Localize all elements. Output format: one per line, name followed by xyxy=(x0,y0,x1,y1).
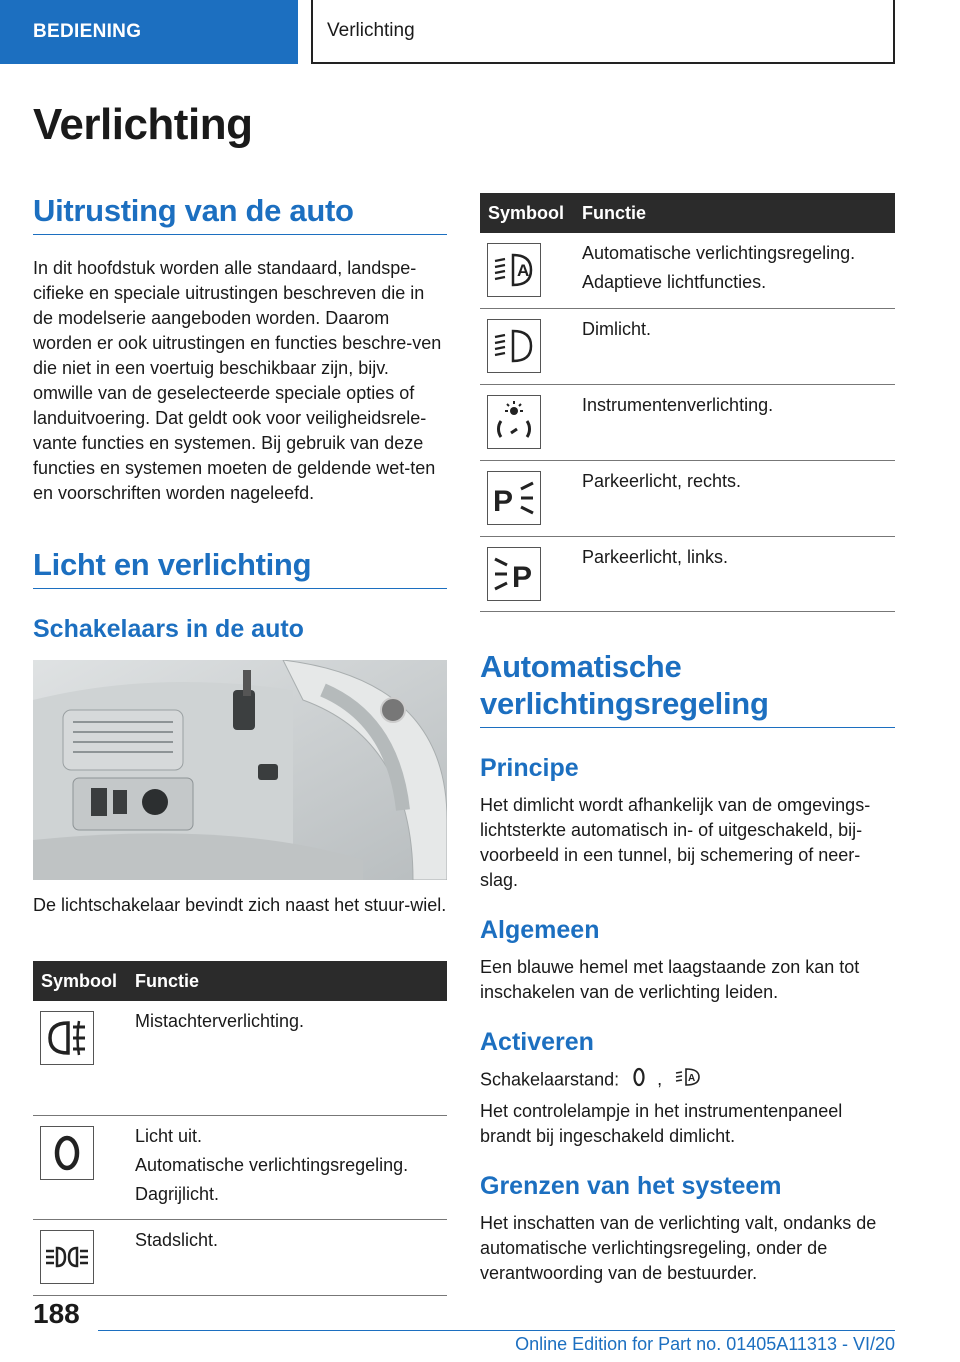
auto-headlight-icon xyxy=(487,243,541,297)
symbol-table-left xyxy=(33,961,447,1296)
function-text: Dimlicht. xyxy=(582,318,652,339)
heading-auto-lighting: Automatische verlichtingsregeling xyxy=(480,649,769,722)
light-off-icon xyxy=(40,1126,94,1180)
svg-text:P: P xyxy=(512,560,533,594)
function-text: Stadslicht. xyxy=(135,1229,219,1250)
function-text: Parkeerlicht, rechts. xyxy=(582,470,742,491)
heading-activate: Activeren xyxy=(480,1028,594,1056)
function-text: Mistachterverlichting. xyxy=(135,1011,305,1031)
heading-limits: Grenzen van het systeem xyxy=(480,1172,782,1200)
svg-text:A: A xyxy=(688,1073,696,1084)
svg-text:A: A xyxy=(517,261,530,280)
table-row xyxy=(33,1001,447,1115)
heading-lights: Licht en verlichting xyxy=(33,547,312,582)
low-beam-icon xyxy=(487,319,541,373)
auto-headlight-icon xyxy=(675,1066,701,1095)
instrument-lighting-icon xyxy=(487,395,541,449)
table-row xyxy=(480,384,895,460)
activate-separator: , xyxy=(657,1069,663,1090)
heading-rule xyxy=(33,588,447,589)
heading-rule xyxy=(480,727,895,728)
function-text: Licht uit. xyxy=(135,1125,203,1146)
heading-general: Algemeen xyxy=(480,916,600,944)
activate-line xyxy=(480,1066,895,1095)
heading-switches: Schakelaars in de auto xyxy=(33,615,304,643)
page-number: 188 xyxy=(33,1298,80,1329)
edition-note: Online Edition for Part no. 01405A11313 - VI/20 xyxy=(515,1334,895,1354)
principle-paragraph: Het dimlicht wordt afhankelijk van de omgevings-lichtsterkte automatisch in- of uitgeschakeld, bij-voorbeeld in een tunnel, bij schemering of neer-slag. xyxy=(480,795,871,890)
rear-fog-light-icon xyxy=(40,1011,94,1065)
activate-label: Schakelaarstand: xyxy=(480,1069,620,1090)
section-tab: BEDIENING xyxy=(0,0,298,64)
function-text: Automatische verlichtingsregeling. xyxy=(582,243,856,263)
chapter-title: Verlichting xyxy=(311,0,895,64)
table-row xyxy=(33,1219,447,1295)
table-row xyxy=(33,1115,447,1219)
light-off-icon xyxy=(632,1066,646,1095)
parking-light-left-icon xyxy=(487,547,541,601)
heading-principle: Principe xyxy=(480,754,579,782)
function-text: Dagrijlicht. xyxy=(135,1183,220,1204)
footer-rule xyxy=(98,1330,895,1331)
table-row xyxy=(480,536,895,611)
symbol-table-right xyxy=(480,193,895,612)
function-text: Instrumentenverlichting. xyxy=(582,394,774,415)
column-header-function: Functie xyxy=(127,961,447,1001)
side-lights-icon xyxy=(40,1230,94,1284)
page-title: Verlichting xyxy=(33,100,253,149)
column-header-function: Functie xyxy=(574,193,895,233)
function-text: Automatische verlichtingsregeling. xyxy=(135,1154,409,1175)
activate-paragraph: Het controlelampje in het instrumentenpaneel brandt bij ingeschakeld dimlicht. xyxy=(480,1101,843,1146)
general-paragraph: Een blauwe hemel met laagstaande zon kan tot inschakelen van de verlichting leiden. xyxy=(480,957,860,1002)
table-row xyxy=(480,460,895,536)
column-header-symbol: Symbool xyxy=(33,961,127,1001)
svg-text:P: P xyxy=(493,484,514,518)
switch-caption: De lichtschakelaar bevindt zich naast het stuur-wiel. xyxy=(33,895,447,915)
heading-rule xyxy=(33,234,447,235)
table-row xyxy=(480,233,895,308)
heading-equipment: Uitrusting van de auto xyxy=(33,193,354,228)
column-header-symbol: Symbool xyxy=(480,193,574,233)
function-text: Adaptieve lichtfuncties. xyxy=(582,272,767,292)
parking-light-right-icon xyxy=(487,471,541,525)
function-text: Parkeerlicht, links. xyxy=(582,546,729,567)
light-switch-photo xyxy=(33,660,447,880)
limits-paragraph: Het inschatten van de verlichting valt, ondanks de automatische verlichtingsregeling, onder de verantwoording van de bestuurder. xyxy=(480,1213,877,1283)
table-row xyxy=(480,308,895,384)
equipment-paragraph: In dit hoofdstuk worden alle standaard, landspe-cifieke en speciale uitrustingen beschreven die in de modelserie aangeboden worden. Daarom worden er ook uitrustingen en functies beschre-ven die niet in een voertuig beschikbaar zijn, bijv. omwille van de geselecteerde speciale opties of landuitvoering. Dat geldt ook voor veiligheidsrele-vante functies en systemen. Bij gebruik van deze functies en systemen moeten de geldende wet-ten en voorschriften worden nageleefd. xyxy=(33,258,442,503)
